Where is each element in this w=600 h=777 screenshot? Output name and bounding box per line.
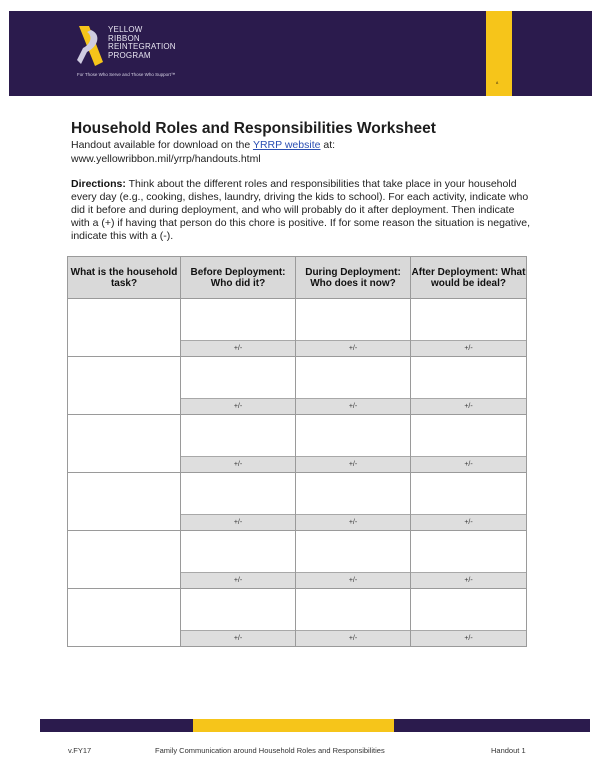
yrrp-logo bbox=[75, 22, 205, 84]
task-cell[interactable] bbox=[68, 473, 181, 531]
task-cell[interactable] bbox=[68, 357, 181, 415]
task-cell[interactable] bbox=[68, 589, 181, 647]
before-cell bbox=[181, 415, 296, 473]
footer-title: Family Communication around Household Roles and Responsibilities bbox=[155, 746, 385, 755]
plus-minus-field[interactable]: +/- bbox=[296, 456, 410, 472]
before-cell bbox=[181, 299, 296, 357]
plus-minus-field[interactable]: +/- bbox=[411, 398, 526, 414]
directions-label: Directions: bbox=[71, 178, 126, 190]
after-cell bbox=[411, 589, 527, 647]
after-cell bbox=[411, 299, 527, 357]
during-answer-field[interactable] bbox=[296, 589, 410, 630]
task-cell[interactable] bbox=[68, 531, 181, 589]
after-answer-field[interactable] bbox=[411, 299, 526, 340]
handout-url: www.yellowribbon.mil/yrrp/handouts.html bbox=[71, 153, 261, 165]
footer-yellow-accent bbox=[193, 719, 394, 732]
before-cell bbox=[181, 473, 296, 531]
during-cell bbox=[296, 299, 411, 357]
before-answer-field[interactable] bbox=[181, 589, 295, 630]
after-answer-field[interactable] bbox=[411, 357, 526, 398]
availability-suffix: at: bbox=[320, 139, 336, 151]
ribbon-logo-icon bbox=[75, 24, 105, 68]
during-answer-field[interactable] bbox=[296, 299, 410, 340]
table-row bbox=[68, 357, 527, 415]
before-cell bbox=[181, 589, 296, 647]
before-answer-field[interactable] bbox=[181, 473, 295, 514]
plus-minus-field[interactable]: +/- bbox=[296, 630, 410, 646]
during-answer-field[interactable] bbox=[296, 531, 410, 572]
plus-minus-field[interactable]: +/- bbox=[411, 572, 526, 588]
during-cell bbox=[296, 357, 411, 415]
plus-minus-field[interactable]: +/- bbox=[296, 572, 410, 588]
table-row bbox=[68, 299, 527, 357]
roles-worksheet-table bbox=[67, 256, 527, 647]
logo-wordmark: YELLOW RIBBON REINTEGRATION PROGRAM bbox=[108, 25, 176, 60]
plus-minus-field[interactable]: +/- bbox=[296, 398, 410, 414]
after-cell bbox=[411, 415, 527, 473]
directions-text: Think about the different roles and responsibilities that take place in your household every day (e.g., cooking, dishes, laundry, driving the kids to school). For each activity, indicate who did it before and during deployment, and who will probably do it after deployment. Then indicate with a (+) if having that person do this chore is positive. If for some reason the situation is negative, indicate this with a (-). bbox=[71, 178, 531, 242]
plus-minus-field[interactable]: +/- bbox=[181, 398, 295, 414]
plus-minus-field[interactable]: +/- bbox=[181, 630, 295, 646]
handout-availability bbox=[71, 139, 335, 151]
directions-paragraph bbox=[71, 178, 531, 243]
table-row bbox=[68, 473, 527, 531]
after-cell bbox=[411, 473, 527, 531]
during-cell bbox=[296, 415, 411, 473]
after-cell bbox=[411, 531, 527, 589]
table-row bbox=[68, 531, 527, 589]
footer-version: v.FY17 bbox=[68, 746, 92, 755]
after-answer-field[interactable] bbox=[411, 531, 526, 572]
after-answer-field[interactable] bbox=[411, 589, 526, 630]
during-answer-field[interactable] bbox=[296, 415, 410, 456]
header-task: What is the household task? bbox=[68, 257, 181, 299]
during-answer-field[interactable] bbox=[296, 357, 410, 398]
plus-minus-field[interactable]: +/- bbox=[296, 514, 410, 530]
during-answer-field[interactable] bbox=[296, 473, 410, 514]
plus-minus-field[interactable]: +/- bbox=[181, 514, 295, 530]
logo-tagline: For Those Who Serve and Those Who Support™ bbox=[77, 72, 176, 77]
table-header-row bbox=[68, 257, 527, 299]
plus-minus-field[interactable]: +/- bbox=[411, 340, 526, 356]
during-cell bbox=[296, 531, 411, 589]
page-title: Household Roles and Responsibilities Worksheet bbox=[71, 120, 436, 137]
before-answer-field[interactable] bbox=[181, 531, 295, 572]
header-before: Before Deployment: Who did it? bbox=[181, 257, 296, 299]
plus-minus-field[interactable]: +/- bbox=[411, 630, 526, 646]
task-cell[interactable] bbox=[68, 415, 181, 473]
header-during: During Deployment: Who does it now? bbox=[296, 257, 411, 299]
during-cell bbox=[296, 473, 411, 531]
before-cell bbox=[181, 531, 296, 589]
plus-minus-field[interactable]: +/- bbox=[181, 456, 295, 472]
after-answer-field[interactable] bbox=[411, 473, 526, 514]
plus-minus-field[interactable]: +/- bbox=[181, 340, 295, 356]
before-answer-field[interactable] bbox=[181, 299, 295, 340]
availability-prefix: Handout available for download on the bbox=[71, 139, 253, 151]
plus-minus-field[interactable]: +/- bbox=[181, 572, 295, 588]
task-cell[interactable] bbox=[68, 299, 181, 357]
header-mark: ᴬ bbox=[496, 81, 499, 87]
footer-handout-number: Handout 1 bbox=[491, 746, 526, 755]
before-cell bbox=[181, 357, 296, 415]
before-answer-field[interactable] bbox=[181, 415, 295, 456]
table-row bbox=[68, 589, 527, 647]
after-cell bbox=[411, 357, 527, 415]
header-after: After Deployment: What would be ideal? bbox=[411, 257, 527, 299]
plus-minus-field[interactable]: +/- bbox=[411, 514, 526, 530]
header-yellow-accent bbox=[486, 11, 512, 96]
after-answer-field[interactable] bbox=[411, 415, 526, 456]
table-row bbox=[68, 415, 527, 473]
during-cell bbox=[296, 589, 411, 647]
yrrp-website-link[interactable]: YRRP website bbox=[252, 139, 321, 151]
plus-minus-field[interactable]: +/- bbox=[411, 456, 526, 472]
plus-minus-field[interactable]: +/- bbox=[296, 340, 410, 356]
before-answer-field[interactable] bbox=[181, 357, 295, 398]
